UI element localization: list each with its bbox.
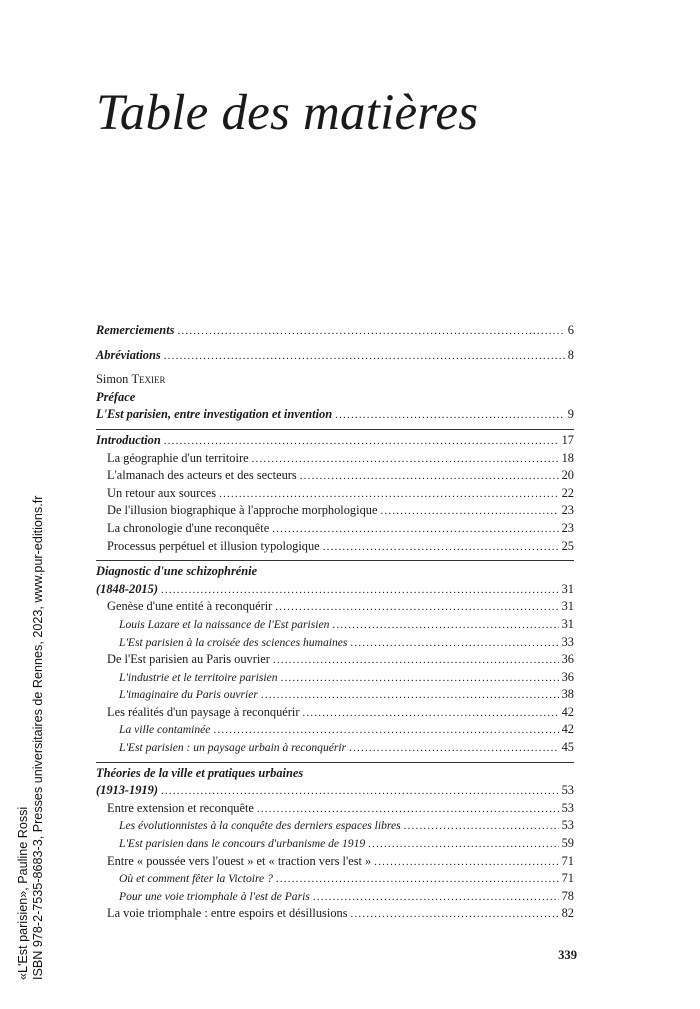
toc-entry-title: Genèse d'une entité à reconquérir [107, 599, 273, 614]
toc-entry-page: 53 [561, 783, 574, 798]
dot-leader [300, 468, 559, 486]
toc-entry[interactable] [96, 598, 574, 616]
toc-entry-page: 25 [561, 538, 574, 553]
dot-leader [213, 722, 558, 740]
toc-entry[interactable] [96, 634, 574, 652]
toc-entry[interactable] [96, 485, 574, 503]
sidebar-line-2: ISBN 978-2-7535-8683-3, Presses universitaires de Rennes, 2023, www.pur-editions.fr [31, 495, 45, 980]
toc-entry-page: 22 [561, 485, 574, 500]
toc-entry-part1[interactable] [96, 581, 574, 599]
dot-leader [261, 687, 559, 705]
toc-entry[interactable] [96, 467, 574, 485]
dot-leader [302, 705, 558, 723]
toc-entry-title: La géographie d'un territoire [107, 450, 249, 465]
page-title: Table des matières [96, 85, 479, 141]
toc-entry-page: 71 [561, 853, 574, 868]
toc-entry-title: La ville contaminée [119, 723, 211, 737]
toc-entry-title: Où et comment fêter la Victoire ? [119, 872, 273, 886]
copyright-sidebar [16, 460, 46, 980]
dot-leader [219, 486, 559, 504]
toc-entry[interactable] [96, 450, 574, 468]
toc-entry-page: 8 [567, 347, 574, 362]
toc-entry-page: 20 [561, 468, 574, 483]
toc-entry-page: 82 [561, 906, 574, 921]
toc-entry[interactable] [96, 853, 574, 871]
dot-leader [281, 670, 559, 688]
dot-leader [332, 617, 558, 635]
dot-leader [368, 836, 558, 854]
toc-entry-title: Entre extension et reconquête [107, 800, 254, 815]
toc-entry-title: Entre « poussée vers l'ouest » et « traction vers l'est » [107, 853, 372, 868]
dot-leader [323, 539, 559, 557]
toc-entry-page: 45 [561, 740, 574, 755]
toc-entry-page: 33 [561, 634, 574, 649]
section-divider [96, 560, 574, 561]
toc-entry-title: Les évolutionnistes à la conquête des derniers espaces libres [119, 819, 401, 833]
toc-entry-page: 78 [561, 888, 574, 903]
toc-entry-title: La chronologie d'une reconquête [107, 520, 270, 535]
toc-entry-title: L'imaginaire du Paris ouvrier [119, 688, 258, 702]
part2-title-line1: Théories de la ville et pratiques urbaines [96, 765, 304, 780]
toc-entry[interactable] [96, 835, 574, 853]
toc-entry-page: 9 [567, 407, 574, 422]
toc-entry[interactable] [96, 817, 574, 835]
toc-entry[interactable] [96, 616, 574, 634]
sidebar-line-1: «L'Est parisien», Pauline Rossi [16, 806, 30, 980]
toc-entry-title: Introduction [96, 432, 161, 447]
toc-entry-page: 71 [561, 871, 574, 886]
toc-entry-title: Remerciements [96, 323, 175, 337]
dot-leader [273, 652, 559, 670]
part1-title-line1: Diagnostic d'une schizophrénie [96, 564, 258, 579]
toc-entry-title: L'industrie et le territoire parisien [119, 670, 278, 684]
toc-entry-title: De l'Est parisien au Paris ouvrier [107, 652, 270, 667]
toc-entry-title: (1913-1919) [96, 783, 158, 798]
dot-leader [164, 348, 565, 366]
dot-leader [177, 323, 564, 341]
toc-entry-title: L'Est parisien à la croisée des sciences humaines [119, 635, 348, 649]
toc-entry-abreviations[interactable] [96, 347, 574, 365]
toc-entry-preface[interactable] [96, 406, 574, 424]
toc-entry[interactable] [96, 888, 574, 906]
toc-entry-page: 59 [561, 836, 574, 851]
toc-entry-title: Processus perpétuel et illusion typologique [107, 538, 320, 553]
toc-entry[interactable] [96, 502, 574, 520]
toc-entry-title: L'Est parisien dans le concours d'urbanisme de 1919 [119, 837, 366, 851]
toc-entry-page: 23 [561, 503, 574, 518]
toc-entry-page: 31 [561, 616, 574, 631]
dot-leader [161, 783, 559, 801]
toc-entry-page: 53 [561, 818, 574, 833]
toc-entry-title: L'Est parisien, entre investigation et invention [96, 407, 333, 422]
toc-entry[interactable] [96, 520, 574, 538]
preface-author-last: Texier [131, 372, 166, 387]
toc-entry-page: 42 [561, 704, 574, 719]
dot-leader [374, 854, 558, 872]
toc-entry-title: Les réalités d'un paysage à reconquérir [107, 704, 300, 719]
dot-leader [404, 818, 559, 836]
page-number: 339 [558, 948, 577, 962]
toc-entry-part2[interactable] [96, 782, 574, 800]
section-divider [96, 429, 574, 430]
toc-entry[interactable] [96, 651, 574, 669]
dot-leader [161, 582, 559, 600]
dot-leader [335, 407, 565, 425]
dot-leader [313, 889, 559, 907]
toc-entry[interactable] [96, 870, 574, 888]
toc-entry[interactable] [96, 686, 574, 704]
toc-entry[interactable] [96, 739, 574, 757]
dot-leader [350, 635, 558, 653]
toc-entry-page: 42 [561, 722, 574, 737]
toc-entry-page: 18 [561, 450, 574, 465]
toc-entry-title: L'Est parisien : un paysage urbain à reconquérir [119, 741, 347, 755]
toc-entry-title: Louis Lazare et la naissance de l'Est parisien [119, 617, 330, 631]
toc-entry-title: Pour une voie triomphale à l'est de Paris [119, 889, 310, 903]
preface-label: Préface [96, 389, 136, 404]
table-of-contents [96, 322, 574, 923]
toc-entry-page: 31 [561, 581, 574, 596]
toc-entry[interactable] [96, 704, 574, 722]
dot-leader [272, 521, 558, 539]
toc-entry-page: 31 [561, 599, 574, 614]
toc-entry-title: Un retour aux sources [107, 485, 217, 500]
toc-entry-title: Abréviations [96, 347, 161, 362]
dot-leader [257, 801, 559, 819]
section-divider [96, 762, 574, 763]
dot-leader [380, 503, 558, 521]
toc-entry-title: L'almanach des acteurs et des secteurs [107, 468, 297, 483]
toc-entry-introduction[interactable] [96, 432, 574, 450]
toc-entry-title: De l'illusion biographique à l'approche morphologique [107, 503, 378, 518]
toc-entry-page: 17 [561, 432, 574, 447]
toc-entry[interactable] [96, 538, 574, 556]
preface-author [96, 371, 574, 389]
toc-entry-page: 6 [567, 323, 574, 337]
toc-entry[interactable] [96, 669, 574, 687]
toc-entry-page: 23 [561, 520, 574, 535]
toc-entry-title: La voie triomphale : entre espoirs et désillusions [107, 906, 348, 921]
dot-leader [276, 871, 559, 889]
toc-entry[interactable] [96, 721, 574, 739]
toc-entry-page: 36 [561, 669, 574, 684]
toc-entry-page: 38 [561, 687, 574, 702]
dot-leader [351, 906, 559, 924]
dot-leader [275, 599, 558, 617]
toc-entry-page: 53 [561, 800, 574, 815]
toc-entry-page: 36 [561, 652, 574, 667]
toc-entry-title: (1848-2015) [96, 581, 158, 596]
toc-entry[interactable] [96, 800, 574, 818]
toc-entry[interactable] [96, 905, 574, 923]
dot-leader [349, 740, 558, 758]
toc-entry-remerciements[interactable] [96, 322, 574, 340]
dot-leader [164, 433, 559, 451]
preface-author-first: Simon [96, 372, 129, 387]
dot-leader [252, 451, 559, 469]
